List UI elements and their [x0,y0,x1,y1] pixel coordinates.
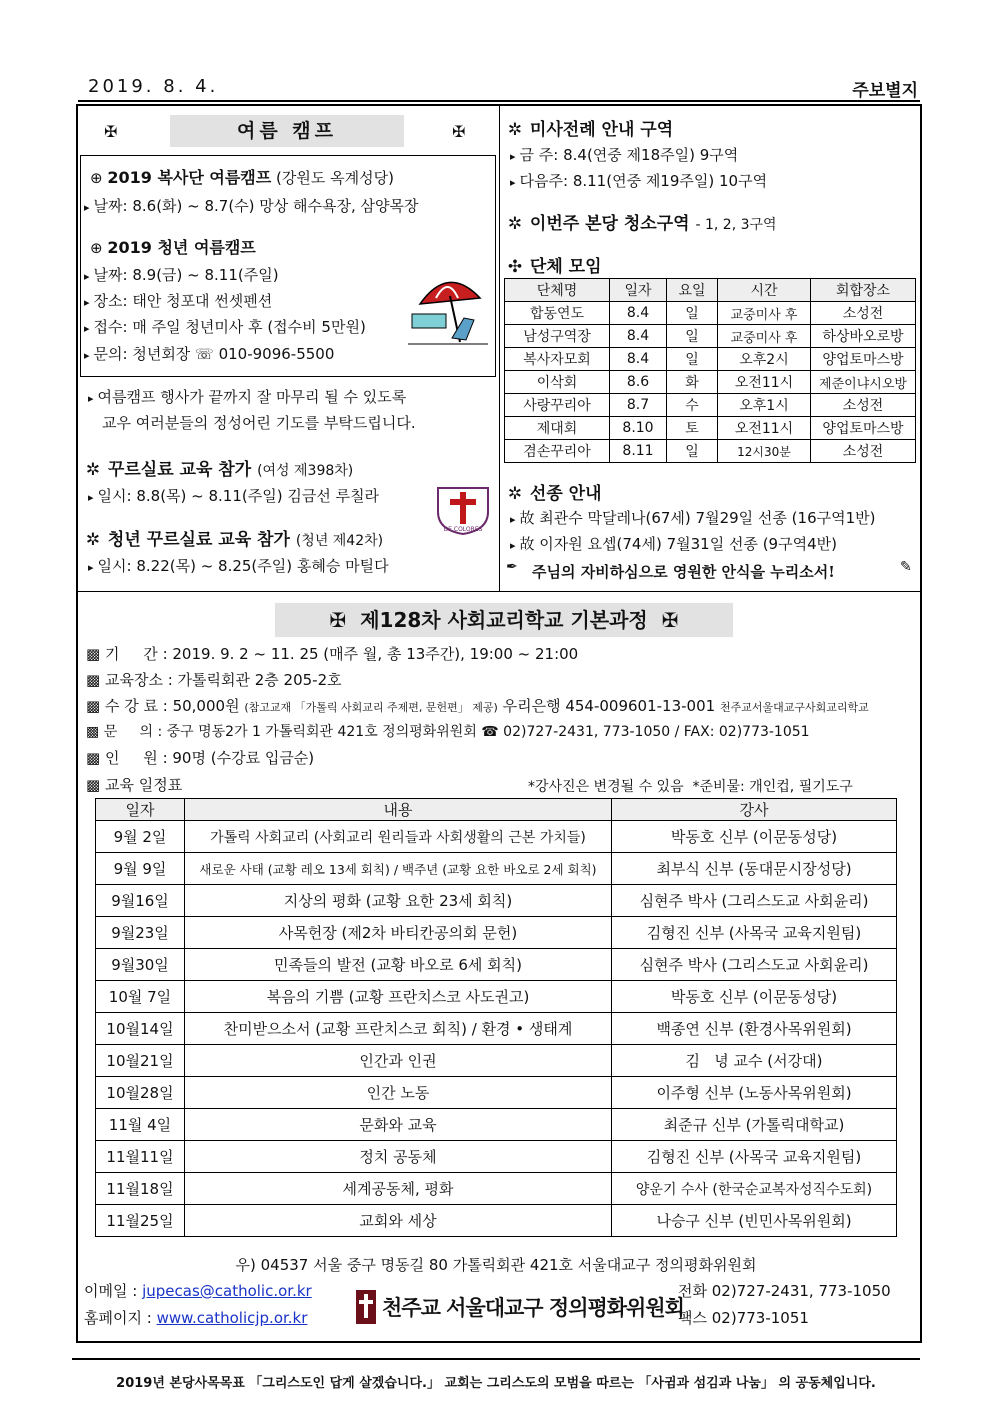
schedule-lecturer: 이주형 신부 (노동사목위원회) [612,1077,897,1109]
table-row [96,917,897,949]
group-time: 오후2시 [718,348,811,371]
schedule-col-lecturer: 강사 [612,799,897,821]
cleaning-value: - 1, 2, 3구역 [695,217,777,233]
schedule-col-content: 내용 [185,799,612,821]
youth-camp-place: ▸ 장소: 태안 청포대 썬셋펜션 [84,289,272,315]
sparkle-icon: ✲ [507,484,523,504]
group-place: 소성전 [811,440,916,463]
email-row [84,1279,312,1303]
group-date: 8.4 [610,302,667,325]
school-note: *강사진은 변경될 수 있음 *준비물: 개인컵, 필기도구 [528,779,853,795]
school-period: 2019. 9. 2 ~ 11. 25 (매주 월, 총 13주간), 19:00 ~ 21:00 [172,645,579,663]
school-place-row: ▩ 교육장소 : 가톨릭회관 2층 205-2호 [86,671,342,689]
table-row [96,1173,897,1205]
altar-camp-date: ▸ 날짜: 8.6(화) ~ 8.7(수) 망상 해수욕장, 삼양목장 [84,194,419,220]
diamond-icon: ⊕ [90,169,103,187]
youth-camp-date: ▸ 날짜: 8.9(금) ~ 8.11(주일) [84,263,279,289]
sparkle-icon: ✲ [507,214,523,234]
table-row [96,949,897,981]
schedule-content: 가톨릭 사회교리 (사회교리 원리들과 사회생활의 근본 가치들) [185,821,612,853]
schedule-date: 9월 2일 [96,821,185,853]
school-schedule-label-row [86,773,182,797]
school-inquiry: 중구 명동2가 1 가톨릭회관 421호 정의평화위원회 ☎ 02)727-2431, 773-1050 / FAX: 02)773-1051 [166,724,810,740]
youth-cursillo-heading-row [84,525,383,550]
camp-title: 여름 캠프 [170,115,404,147]
school-fee-bank: 우리은행 454-009601-13-001 [502,697,716,715]
group-day: 수 [667,394,718,417]
schedule-date: 9월16일 [96,885,185,917]
square-bullet-icon: ▩ [86,697,101,715]
group-time: 교중미사 후 [718,325,811,348]
square-bullet-icon: ▩ [86,671,101,689]
altar-camp-sub: (강원도 옥계성당) [276,169,394,187]
cross-icon: ✠ [452,122,466,141]
group-day: 일 [667,440,718,463]
groups-table [504,278,916,463]
schedule-lecturer: 김형진 신부 (사목국 교육지원팀) [612,1141,897,1173]
bulletin-title: 주보별지 [852,81,918,101]
funeral-line1: ▸ 故 최관수 막달레나(67세) 7월29일 선종 (16구역1반) [510,506,875,532]
square-bullet-icon: ▩ [86,645,101,663]
de-colores-logo [434,484,492,536]
mass-heading-row [506,115,673,140]
group-name: 제대회 [505,417,610,440]
table-row [505,348,916,371]
groups-header-row [505,279,916,302]
schedule-content: 세계공동체, 평화 [185,1173,612,1205]
schedule-date: 9월30일 [96,949,185,981]
groups-col-time: 시간 [718,279,811,302]
section-divider [76,591,922,592]
schedule-content: 인간과 인권 [185,1045,612,1077]
schedule-lecturer: 최준규 신부 (가톨릭대학교) [612,1109,897,1141]
camp-prayer-line2: 교우 여러분들의 정성어린 기도를 부탁드립니다. [102,414,416,432]
mass-heading: 미사전례 안내 구역 [529,120,674,140]
group-day: 일 [667,348,718,371]
school-period-row: ▩ 기 간 : 2019. 9. 2 ~ 11. 25 (매주 월, 총 13주간), 19:00 ~ 21:00 [86,645,579,663]
schedule-col-date: 일자 [96,799,185,821]
schedule-lecturer: 김 녕 교수 (서강대) [612,1045,897,1077]
homepage-label: 홈페이지 : [84,1309,152,1327]
school-fee-row: ▩ 수 강 료 : 50,000원 (참고교재 「가톨릭 사회교리 주제편, 문헌편」 제공) 우리은행 454-009601-13-001 천주교서울대교구사회교리학교 [86,697,869,715]
group-date: 8.7 [610,394,667,417]
cross-icon: ✠ [329,608,347,632]
schedule-lecturer: 최부식 신부 (동대문시장성당) [612,853,897,885]
bulletin-date: 2019. 8. 4. [88,76,219,97]
camp-prayer-line1: ▸ 여름캠프 행사가 끝까지 잘 마무리 될 수 있도록 [88,385,406,411]
youth-camp-heading: 2019 청년 여름캠프 [107,238,256,257]
group-time: 오후1시 [718,394,811,417]
table-row [96,1013,897,1045]
group-time: 12시30분 [718,440,811,463]
group-date: 8.4 [610,348,667,371]
schedule-content: 복음의 기쁨 (교황 프란치스코 사도권고) [185,981,612,1013]
schedule-lecturer: 김형진 신부 (사목국 교육지원팀) [612,917,897,949]
group-place: 양업토마스방 [811,417,916,440]
footer-rule [72,1358,920,1360]
group-date: 8.11 [610,440,667,463]
table-row [96,821,897,853]
square-bullet-icon: ▩ [86,749,101,767]
schedule-date: 11월 4일 [96,1109,185,1141]
square-bullet-icon: ▩ [86,776,101,794]
group-name: 남성구역장 [505,325,610,348]
school-fee: 50,000원 [172,697,240,715]
groups-col-date: 일자 [610,279,667,302]
funeral-line2: ▸ 故 이자원 요셉(74세) 7월31일 선종 (9구역4반) [510,532,837,558]
email-link[interactable]: jupecas@catholic.or.kr [142,1282,312,1300]
group-day: 화 [667,371,718,394]
youth-camp-apply: ▸ 접수: 매 주일 청년미사 후 (접수비 5만원) [84,315,366,341]
group-name: 복사자모회 [505,348,610,371]
group-time: 교중미사 후 [718,302,811,325]
group-day: 일 [667,302,718,325]
sparkle-icon: ✲ [507,120,523,140]
cross-icon: ✠ [661,608,679,632]
group-day: 토 [667,417,718,440]
group-place: 소성전 [811,302,916,325]
schedule-date: 11월25일 [96,1205,185,1237]
schedule-date: 9월23일 [96,917,185,949]
groups-col-place: 회합장소 [811,279,916,302]
groups-heading-row [506,252,602,277]
feather-icon: ✒ [506,559,518,575]
group-date: 8.4 [610,325,667,348]
youth-cursillo-heading: 청년 꾸르실료 교육 참가 [107,530,290,550]
table-row [96,853,897,885]
school-inquiry-label: 문 의 [103,724,153,740]
sparkle-icon: ✲ [85,530,101,550]
schedule-date: 9월 9일 [96,853,185,885]
table-row [505,302,916,325]
group-name: 이삭회 [505,371,610,394]
schedule-content: 사목헌장 (제2차 바티칸공의회 문헌) [185,917,612,949]
group-place: 제준이냐시오방 [811,371,916,394]
schedule-date: 11월11일 [96,1141,185,1173]
group-name: 사랑꾸리아 [505,394,610,417]
table-row [96,981,897,1013]
schedule-date: 10월28일 [96,1077,185,1109]
school-staff-row: ▩ 인 원 : 90명 (수강료 입금순) [86,749,315,767]
cursillo-sub: (여성 제398차) [257,463,354,479]
group-time: 오전11시 [718,417,811,440]
schedule-date: 11월18일 [96,1173,185,1205]
school-fee-note: (참고교재 「가톨릭 사회교리 주제편, 문헌편」 제공) [244,701,498,714]
candle-icon: ✎ [900,559,912,575]
org-name: 천주교 서울대교구 정의평화위원회 [382,1296,684,1320]
homepage-link[interactable]: www.catholicjp.or.kr [156,1309,308,1327]
funeral-heading-row [506,479,602,504]
school-staff: 90명 (수강료 입금순) [172,749,315,767]
schedule-date: 10월21일 [96,1045,185,1077]
school-fee-label: 수 강 료 [104,697,158,715]
schedule-content: 인간 노동 [185,1077,612,1109]
group-name: 겸손꾸리아 [505,440,610,463]
youth-cursillo-date: ▸ 일시: 8.22(목) ~ 8.25(주일) 홍혜승 마틸다 [88,554,389,580]
logo-text: DE COLORES [443,526,483,533]
group-place: 하상바오로방 [811,325,916,348]
school-staff-label: 인 원 [104,749,158,767]
beach-umbrella-icon [408,268,488,348]
square-bullet-icon: ▩ [86,724,100,740]
schedule-content: 찬미받으소서 (교황 프란치스코 회칙) / 환경 • 생태계 [185,1013,612,1045]
table-row [505,417,916,440]
schedule-date: 10월 7일 [96,981,185,1013]
table-row [505,325,916,348]
table-row [505,440,916,463]
schedule-lecturer: 심현주 박사 (그리스도교 사회윤리) [612,949,897,981]
table-row [96,885,897,917]
table-row [96,1109,897,1141]
youth-camp-heading-row [90,236,256,260]
schedule-lecturer: 박동호 신부 (이문동성당) [612,981,897,1013]
compass-icon: ✣ [507,257,523,277]
org-logo-icon [356,1290,376,1324]
altar-camp-heading: 2019 복사단 여름캠프 [107,168,272,187]
cursillo-date: ▸ 일시: 8.8(목) ~ 8.11(주일) 김금선 루칠라 [88,484,379,510]
funeral-heading: 선종 안내 [529,484,602,504]
org-phone: 전화 02)727-2431, 773-1050 [678,1282,891,1300]
school-period-label: 기 간 [104,645,158,663]
school-schedule-label: 교육 일정표 [104,776,183,794]
mass-this-week: ▸ 금 주: 8.4(연중 제18주일) 9구역 [510,143,738,169]
funeral-prayer: 주님의 자비하심으로 영원한 안식을 누리소서! [532,563,835,581]
school-address: 우) 04537 서울 중구 명동길 80 가톨릭회관 421호 서울대교구 정의평화위원회 [235,1256,757,1274]
group-date: 8.10 [610,417,667,440]
table-row [505,371,916,394]
youth-camp-contact: ▸ 문의: 청년회장 ☏ 010-9096-5500 [84,342,334,368]
parish-motto: 2019년 본당사목목표 「그리스도인 답게 살겠습니다.」 교회는 그리스도의 모범을 따르는 「사귐과 섬김과 나눔」 의 공동체입니다. [116,1376,876,1391]
sparkle-icon: ✲ [85,460,101,480]
homepage-row [84,1306,307,1330]
altar-camp-heading-row [90,166,394,190]
schedule-lecturer: 양운기 수사 (한국순교복자성직수도회) [612,1173,897,1205]
group-place: 소성전 [811,394,916,417]
schedule-content: 정치 공동체 [185,1141,612,1173]
group-place: 양업토마스방 [811,348,916,371]
column-divider [499,104,500,592]
group-date: 8.6 [610,371,667,394]
schedule-header-row [96,799,897,821]
groups-col-day: 요일 [667,279,718,302]
diamond-icon: ⊕ [90,239,103,257]
org-fax: 팩스 02)773-1051 [678,1309,809,1327]
school-title: 제128차 사회교리학교 기본과정 [360,608,648,632]
cross-icon: ✠ [104,122,118,141]
table-row [96,1141,897,1173]
group-name: 합동연도 [505,302,610,325]
mass-next-week: ▸ 다음주: 8.11(연중 제19주일) 10구역 [510,169,767,195]
table-row [96,1045,897,1077]
table-row [505,394,916,417]
schedule-content: 교회와 세상 [185,1205,612,1237]
email-label: 이메일 : [84,1282,138,1300]
table-row [96,1205,897,1237]
schedule-lecturer: 박동호 신부 (이문동성당) [612,821,897,853]
schedule-table [95,798,897,1237]
school-place: 가톨릭회관 2층 205-2호 [177,671,342,689]
school-fee-holder: 천주교서울대교구사회교리학교 [719,701,869,714]
school-inquiry-row: ▩ 문 의 : 중구 명동2가 1 가톨릭회관 421호 정의평화위원회 ☎ 02)727-2431, 773-1050 / FAX: 02)773-1051 [86,724,810,740]
cursillo-heading: 꾸르실료 교육 참가 [107,460,252,480]
schedule-date: 10월14일 [96,1013,185,1045]
schedule-content: 민족들의 발전 (교황 바오로 6세 회칙) [185,949,612,981]
group-day: 일 [667,325,718,348]
schedule-lecturer: 백종연 신부 (환경사목위원회) [612,1013,897,1045]
schedule-content: 문화와 교육 [185,1109,612,1141]
school-title-box [275,603,733,637]
header-rule [78,100,920,102]
schedule-lecturer: 심현주 박사 (그리스도교 사회윤리) [612,885,897,917]
schedule-content: 지상의 평화 (교황 요한 23세 회칙) [185,885,612,917]
cleaning-row [506,209,777,234]
schedule-lecturer: 나승구 신부 (빈민사목위원회) [612,1205,897,1237]
groups-heading: 단체 모임 [529,257,602,277]
groups-col-name: 단체명 [505,279,610,302]
school-place-label: 교육장소 [104,671,163,689]
group-time: 오전11시 [718,371,811,394]
table-row [96,1077,897,1109]
cursillo-heading-row [84,455,353,480]
cleaning-heading: 이번주 본당 청소구역 [529,214,690,234]
youth-cursillo-sub: (청년 제42차) [295,533,384,549]
schedule-content: 새로운 사태 (교황 레오 13세 회칙) / 백주년 (교황 요한 바오로 2세 회칙) [185,853,612,885]
